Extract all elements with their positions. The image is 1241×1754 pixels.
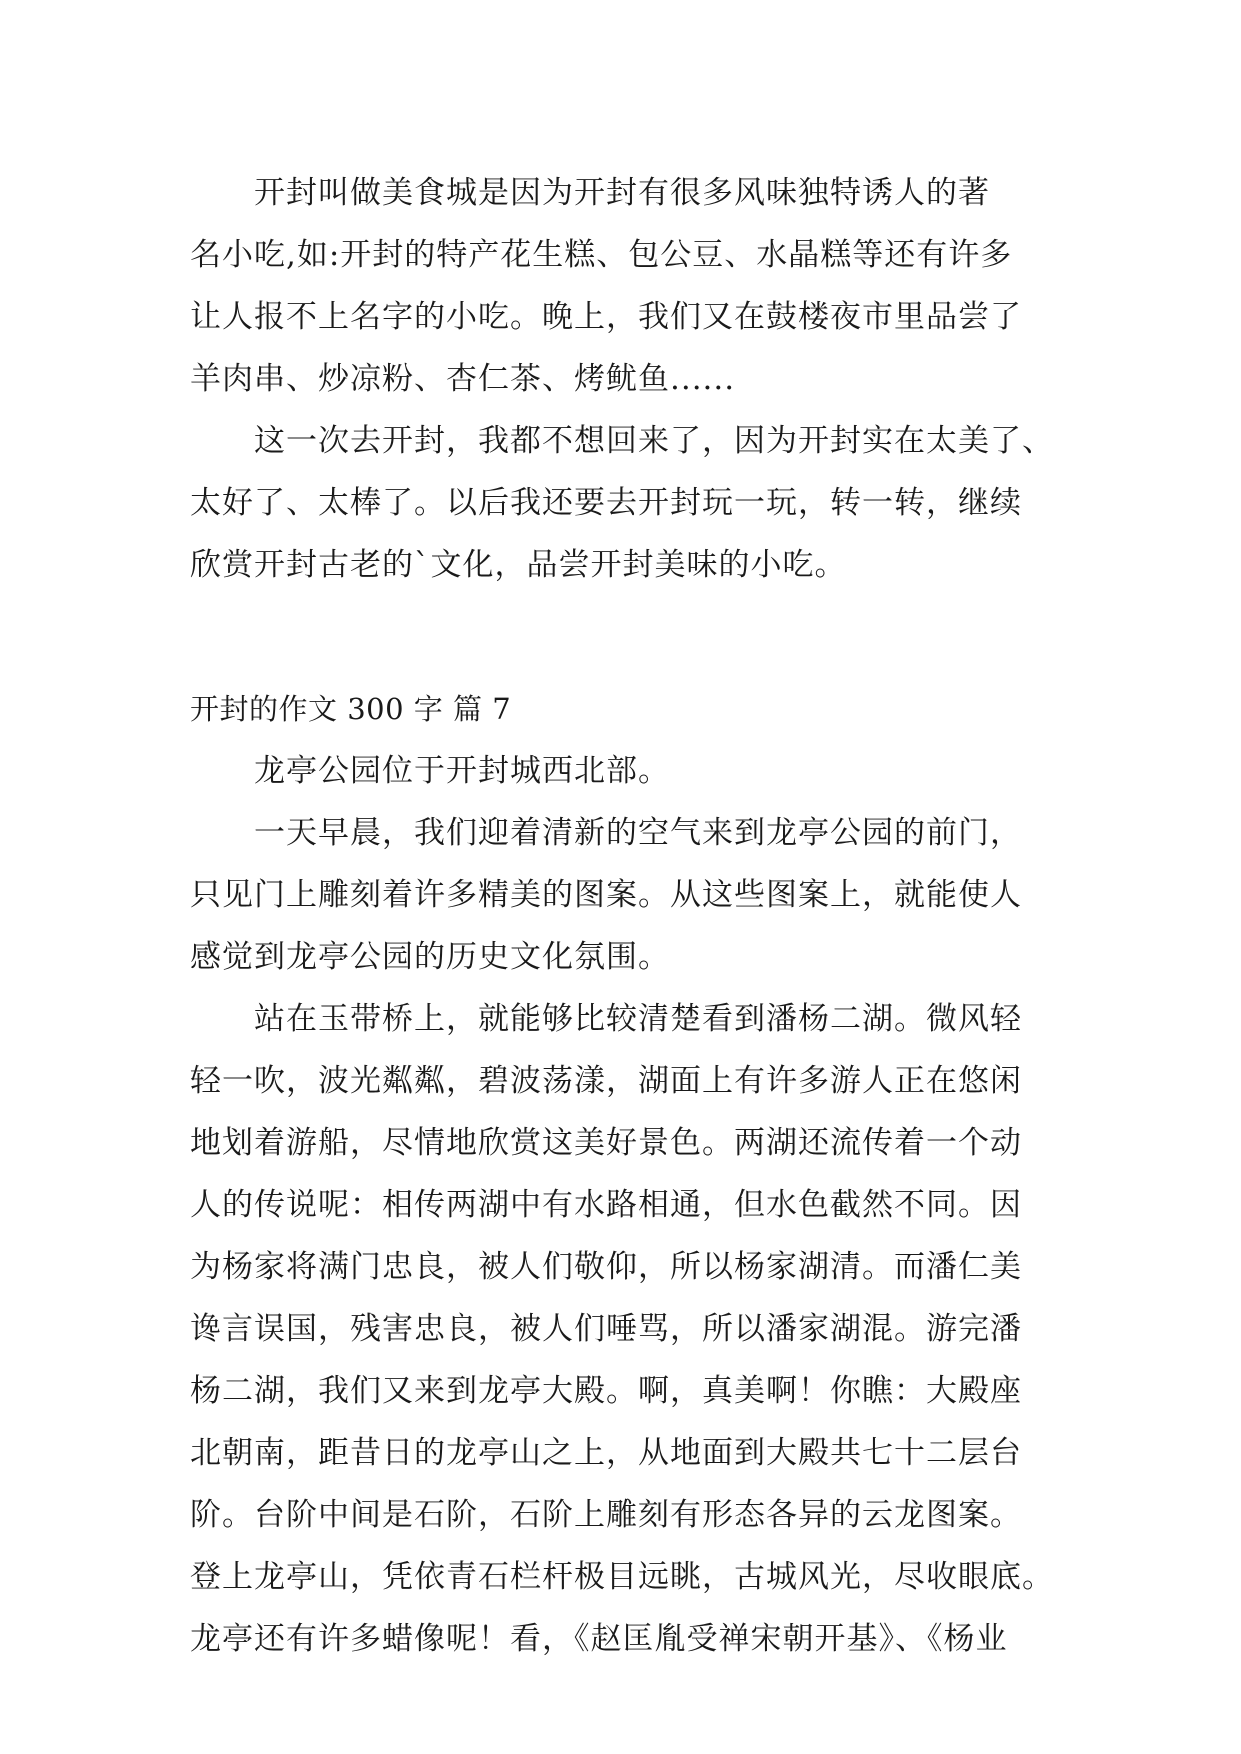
paragraph-line: 阶。台阶中间是石阶，石阶上雕刻有形态各异的云龙图案。: [190, 1497, 1022, 1533]
paragraph-conclusion: [190, 410, 1054, 596]
paragraph-line: 这一次去开封，我都不想回来了，因为开封实在太美了、: [254, 423, 1054, 459]
paragraph-lakes-and-hall: [190, 988, 1054, 1670]
paragraph-line: 龙亭公园位于开封城西北部。: [254, 753, 670, 789]
paragraph-line: 羊肉串、炒凉粉、杏仁茶、烤鱿鱼......: [190, 361, 736, 397]
paragraph-line: 人的传说呢：相传两湖中有水路相通，但水色截然不同。因: [190, 1187, 1022, 1223]
paragraph-line: 只见门上雕刻着许多精美的图案。从这些图案上，就能使人: [190, 877, 1022, 913]
paragraph-food-city: [190, 162, 1050, 410]
document-body: [190, 162, 1054, 1670]
paragraph-line: 北朝南，距昔日的龙亭山之上，从地面到大殿共七十二层台: [190, 1435, 1022, 1471]
paragraph-line: 龙亭还有许多蜡像呢！看，《赵匡胤受禅宋朝开基》、《杨业: [190, 1621, 1008, 1657]
paragraph-line: 为杨家将满门忠良，被人们敬仰，所以杨家湖清。而潘仁美: [190, 1249, 1022, 1285]
paragraph-line: 名小吃,如:开封的特产花生糕、包公豆、水晶糕等还有许多: [190, 237, 1013, 273]
section-spacer: [190, 596, 1050, 678]
paragraph-park-location: [190, 740, 1050, 802]
paragraph-line: 感觉到龙亭公园的历史文化氛围。: [190, 939, 670, 975]
paragraph-line: 开封叫做美食城是因为开封有很多风味独特诱人的著: [254, 175, 990, 211]
paragraph-line: 欣赏开封古老的`文化，品尝开封美味的小吃。: [190, 547, 847, 583]
paragraph-line: 站在玉带桥上，就能够比较清楚看到潘杨二湖。微风轻: [254, 1001, 1022, 1037]
paragraph-line: 太好了、太棒了。以后我还要去开封玩一玩，转一转，继续: [190, 485, 1022, 521]
paragraph-line: 地划着游船，尽情地欣赏这美好景色。两湖还流传着一个动: [190, 1125, 1022, 1161]
paragraph-line: 轻一吹，波光粼粼，碧波荡漾，湖面上有许多游人正在悠闲: [190, 1063, 1022, 1099]
paragraph-line: 谗言误国，残害忠良，被人们唾骂，所以潘家湖混。游完潘: [190, 1311, 1022, 1347]
paragraph-line: 登上龙亭山，凭依青石栏杆极目远眺，古城风光，尽收眼底。: [190, 1559, 1054, 1595]
paragraph-line: 一天早晨，我们迎着清新的空气来到龙亭公园的前门，: [254, 815, 1022, 851]
section-title: 开封的作文 300 字 篇 7: [190, 692, 512, 726]
paragraph-line: 杨二湖，我们又来到龙亭大殿。啊，真美啊！你瞧：大殿座: [190, 1373, 1022, 1409]
paragraph-front-gate: [190, 802, 1050, 988]
paragraph-line: 让人报不上名字的小吃。晚上，我们又在鼓楼夜市里品尝了: [190, 299, 1022, 335]
